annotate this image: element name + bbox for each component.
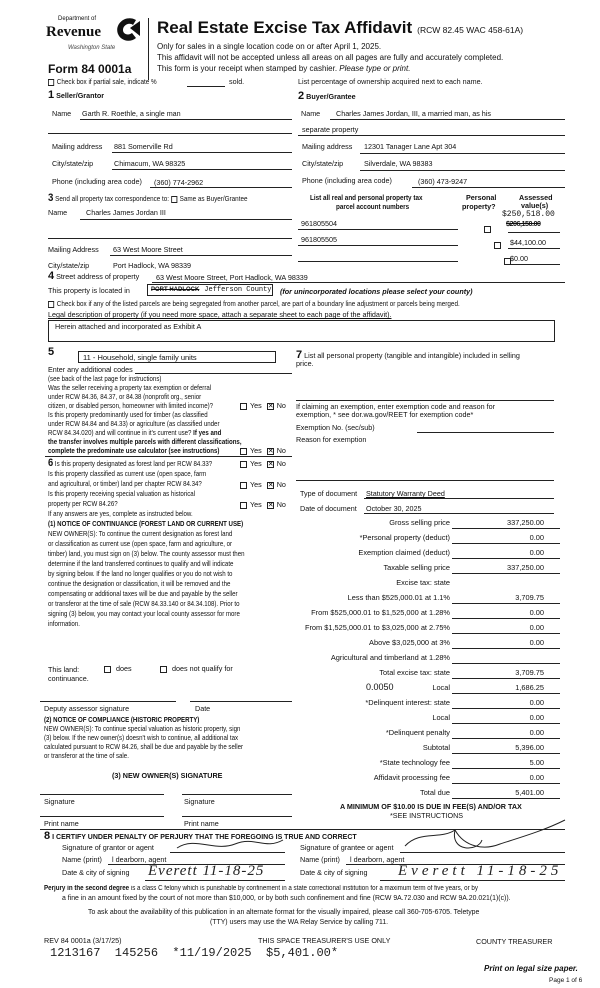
- logo-state-text: Washington State: [68, 45, 116, 51]
- section-number: 8: [44, 830, 51, 842]
- tax-row-label: Less than $525,000.01 at 1.1%: [347, 593, 450, 602]
- grantor-date-label: Date & city of signing: [62, 868, 130, 877]
- tax-row-line: [452, 738, 560, 739]
- no-checkbox[interactable]: ✕: [267, 501, 274, 509]
- notice1-text: timber) land, you must sign on (3) below. The county assessor must then: [48, 549, 245, 558]
- page-number: Page 1 of 6: [549, 977, 583, 984]
- tax-row-line: [452, 633, 560, 634]
- accessibility-line2: (TTY) users may use the WA Relay Service by calling 711.: [210, 919, 389, 926]
- tax-row-line: [452, 558, 560, 559]
- does-label: does: [116, 664, 132, 673]
- tax-row-label: *State technology fee: [379, 758, 450, 767]
- doc-type-label: Type of document: [300, 489, 358, 498]
- continuance-label: continuance.: [48, 674, 89, 683]
- seller-mail-line: [112, 152, 292, 153]
- ownership-note: List percentage of ownership acquired next to each name.: [298, 77, 483, 86]
- notice1-text: by signing below. If the land no longer qualifies or you do not wish to: [48, 569, 233, 578]
- yes-checkbox[interactable]: [240, 482, 247, 489]
- located-value: Jefferson County: [204, 286, 272, 294]
- no-label: No: [276, 480, 286, 489]
- tax-row-label: Local: [432, 683, 450, 692]
- assessed-header2: value(s): [521, 201, 549, 210]
- owner-print-line2[interactable]: [182, 816, 292, 817]
- notice1-text: compensating or additional taxes will be due and payable by the seller: [48, 589, 238, 598]
- property-code-select[interactable]: [78, 351, 276, 363]
- reason-label: Reason for exemption: [296, 435, 367, 444]
- seller-name-line2: [48, 133, 292, 134]
- parcel-number-line: [298, 245, 458, 246]
- personal-property-checkbox[interactable]: [484, 226, 491, 233]
- tax-row-label: Excise tax: state: [396, 578, 450, 587]
- no-checkbox[interactable]: ✕: [267, 447, 274, 455]
- exemption-question: citizen, or disabled person, homeowner with limited income)?: [48, 401, 214, 410]
- tax-row-label: Taxable selling price: [383, 563, 450, 572]
- legal-paper-note: Print on legal size paper.: [484, 964, 578, 973]
- yes-no-row: [240, 446, 286, 455]
- tax-row-value[interactable]: 0.00: [529, 698, 544, 707]
- grantee-date-line: [380, 880, 565, 881]
- notice1-text: determine if the land transferred continues to qualify and will indicate: [48, 559, 234, 568]
- tax-row-value[interactable]: 1,686.25: [515, 683, 544, 692]
- parcel-number-field[interactable]: 961805504: [301, 219, 337, 228]
- legal-label: Legal description of property (if you need more space, attach a separate sheet to each page of the affidavit).: [48, 310, 392, 319]
- partial-sale-checkbox[interactable]: [48, 79, 54, 86]
- tax-row-value[interactable]: 0.00: [529, 638, 544, 647]
- no-checkbox[interactable]: ✕: [267, 460, 274, 468]
- notice2-text: NEW OWNER(S): To continue special valuation as historic property, sign: [44, 724, 241, 733]
- yes-checkbox[interactable]: [240, 403, 247, 410]
- grantee-name-field[interactable]: l dearborn, agent: [350, 855, 405, 864]
- notice1-text: or transferor at the time of sale (RCW 84.33.140 or 84.34.108). Prior to: [48, 599, 240, 608]
- personal-property-line[interactable]: [296, 400, 554, 401]
- seller-mail-field[interactable]: 881 Somerville Rd: [114, 142, 173, 151]
- legal-description-box[interactable]: [48, 320, 555, 342]
- grantor-date-line: [145, 880, 285, 881]
- yes-label: Yes: [250, 480, 262, 489]
- owner-sig-line2[interactable]: [182, 794, 292, 795]
- buyer-city-line: [360, 170, 565, 171]
- seller-phone-label: Phone (including area code): [52, 177, 142, 186]
- does-not-checkbox[interactable]: [160, 666, 167, 673]
- partial-sale-row: [48, 77, 157, 86]
- corr-name-line2: [48, 238, 292, 239]
- historic-question: Is this property receiving special valuation as historical: [48, 489, 196, 498]
- same-as-buyer-label: Same as Buyer/Grantee: [179, 194, 248, 203]
- tax-row-line: [452, 708, 560, 709]
- does-checkbox[interactable]: [104, 666, 111, 673]
- timber-question-bold: If yes and: [193, 428, 222, 437]
- tax-row-label: Gross selling price: [389, 518, 450, 527]
- corr-mail-line: [110, 255, 292, 256]
- personal-header2: property?: [462, 202, 496, 211]
- tax-row-label: *Delinquent penalty: [385, 728, 450, 737]
- segregate-checkbox[interactable]: [48, 301, 54, 308]
- header-line3: [157, 64, 410, 73]
- buyer-name-label: Name: [301, 109, 321, 118]
- signature-label: Signature: [184, 797, 215, 806]
- doc-date-field[interactable]: October 30, 2025: [366, 504, 422, 513]
- buyer-heading: [298, 90, 356, 102]
- seller-city-field[interactable]: Chimacum, WA 98325: [114, 159, 186, 168]
- timber-question-bold: complete the predominate use calculator (see instructions): [48, 446, 220, 455]
- current-use-question: Is this property classified as current use (open space, farm: [48, 469, 207, 478]
- located-struck-text: PORT HADLOCK: [151, 287, 200, 293]
- owner-print-line1[interactable]: [40, 816, 164, 817]
- no-label: No: [276, 500, 286, 509]
- notice2-title: (2) NOTICE OF COMPLIANCE (HISTORIC PROPERTY): [44, 715, 200, 724]
- parcels-header1: List all real and personal property tax: [310, 193, 423, 202]
- yes-label: Yes: [250, 446, 262, 455]
- section7-label2: price.: [296, 359, 314, 368]
- tax-row-label: Local: [432, 713, 450, 722]
- this-land-label: This land:: [48, 665, 80, 674]
- street-line: [152, 282, 565, 283]
- corr-mail-field[interactable]: 63 West Moore Street: [113, 245, 183, 254]
- deputy-date-line[interactable]: [190, 701, 292, 702]
- this-land-row: [48, 665, 89, 683]
- if-any-note: If any answers are yes, complete as instructed below.: [48, 509, 193, 518]
- reason-field[interactable]: [296, 480, 554, 481]
- notice2: [44, 715, 278, 760]
- tax-row-line: [452, 543, 560, 544]
- tax-row-value[interactable]: 5,401.00: [515, 788, 544, 797]
- treasurer-use-label: THIS SPACE TREASURER'S USE ONLY: [258, 936, 391, 945]
- notice1-text: NEW OWNER(S): To continue the current designation as forest land: [48, 529, 233, 538]
- yes-no-row: [240, 480, 286, 489]
- tax-row-line: [452, 798, 560, 799]
- buyer-mail-line: [360, 153, 565, 154]
- section-number: 6: [48, 457, 54, 469]
- header-divider: [148, 18, 149, 80]
- seller-name-line: [80, 119, 292, 120]
- buyer-mail-field[interactable]: 12301 Tanager Lane Apt 304: [364, 142, 457, 151]
- partial-percent-field[interactable]: [187, 86, 225, 87]
- notice1-text: or classification as current use (open space, farm and agriculture, or: [48, 539, 233, 548]
- tax-row-label: Total excise tax: state: [379, 668, 450, 677]
- assessed-struck-value: $206,150.00: [506, 219, 541, 228]
- section-number: 3: [48, 192, 54, 204]
- doc-type-line: [364, 498, 554, 499]
- grantee-sig-line[interactable]: [400, 852, 565, 853]
- current-use-question: and agricultural, or timber) land per chapter RCW 84.34?: [48, 479, 202, 488]
- grantor-date-field[interactable]: Everett 11-18-25: [148, 863, 265, 879]
- yes-no-row: [240, 500, 286, 509]
- form-title: Real Estate Excise Tax Affidavit: [157, 18, 413, 37]
- tax-row-value[interactable]: 0.00: [529, 548, 544, 557]
- notice3-title: (3) NEW OWNER(S) SIGNATURE: [112, 771, 223, 780]
- section-title: Seller/Grantor: [56, 91, 105, 100]
- same-as-buyer-checkbox[interactable]: [171, 196, 177, 203]
- section5-questions: [48, 374, 276, 455]
- tax-row-label: *Personal property (deduct): [359, 533, 450, 542]
- exemption-note1: If claiming an exemption, enter exemption code and reason for: [296, 402, 495, 411]
- tax-row-line: [452, 768, 560, 769]
- tax-row-value[interactable]: 0.00: [529, 713, 544, 722]
- forest-question: [48, 458, 245, 469]
- exemption-no-label: Exemption No. (sec/sub): [296, 423, 375, 432]
- seller-city-label: City/state/zip: [52, 159, 94, 168]
- header-line3-italic: Please type or print.: [339, 64, 411, 73]
- buyer-name-field2[interactable]: separate property: [302, 125, 359, 134]
- tax-row-label: Subtotal: [422, 743, 450, 752]
- legal-text: Herein attached and incorporated as Exhibit A: [55, 322, 202, 331]
- seller-name-label: Name: [52, 109, 72, 118]
- minimum-due-note: A MINIMUM OF $10.00 IS DUE IN FEE(S) AND/OR TAX: [340, 802, 522, 811]
- yes-label: Yes: [250, 459, 262, 468]
- doc-date-line: [364, 513, 554, 514]
- assessed-value-field[interactable]: $0.00: [510, 254, 528, 263]
- partial-sale-label: Check box if partial sale, indicate %: [56, 77, 157, 86]
- parcel-number-field[interactable]: 961805505: [301, 235, 337, 244]
- deputy-date-label: Date: [195, 704, 211, 713]
- form-number: Form 84 0001a: [48, 62, 132, 76]
- see-back-note: (see back of the last page for instructions): [48, 374, 162, 383]
- tax-row-line: [452, 753, 560, 754]
- does-option: [104, 664, 132, 673]
- segregate-label: Check box if any of the listed parcels are being segregated from another parcel, are part of a boundary line adjustment or parcels being merged.: [56, 299, 460, 308]
- does-not-option: [160, 664, 233, 673]
- tax-row-value[interactable]: 5,396.00: [515, 743, 544, 752]
- notice2-text: (3) below. If the new owner(s) doesn't wish to continue, all additional tax: [44, 733, 239, 742]
- doc-type-field[interactable]: Statutory Warranty Deed: [366, 489, 445, 498]
- street-label: Street address of property: [56, 272, 140, 281]
- doc-date-label: Date of document: [300, 504, 357, 513]
- buyer-name-line2: [298, 135, 565, 136]
- yes-label: Yes: [250, 500, 262, 509]
- section-number: 4: [48, 270, 55, 282]
- segregate-row: [48, 299, 460, 308]
- corr-city-label: City/state/zip: [48, 261, 90, 270]
- no-label: No: [276, 446, 286, 455]
- street-row: [48, 270, 139, 282]
- county-treasurer-label: COUNTY TREASURER: [476, 937, 553, 946]
- certify-text: I CERTIFY UNDER PENALTY OF PERJURY THAT THE FOREGOING IS TRUE AND CORRECT: [52, 834, 357, 841]
- property-code-value: 11 - Household, single family units: [83, 353, 197, 362]
- accessibility-line1: To ask about the availability of this publication in an alternate format for the visually impaired, please call 360-705-6705. Teletype: [88, 909, 480, 916]
- buyer-phone-field[interactable]: (360) 473-9247: [418, 177, 468, 186]
- section-number: 2: [298, 90, 305, 102]
- perjury-bold: Perjury in the second degree: [44, 885, 130, 892]
- timber-question: Is this property predominantly used for timber (as classified: [48, 410, 208, 419]
- does-not-label: does not qualify for: [172, 664, 233, 673]
- grantee-date-field[interactable]: Everett 11-18-25: [398, 863, 563, 879]
- treasurer-receipt-stamp: 1213167 145256 *11/19/2025 $5,401.00*: [50, 946, 339, 960]
- perjury-text1: is a class C felony which is punishable by confinement in a state correctional institution for a maximum term of five years, or by: [129, 885, 478, 892]
- tax-row-value[interactable]: 0.00: [529, 728, 544, 737]
- form-rcw: (RCW 82.45 WAC 458-61A): [417, 25, 524, 35]
- tax-row-value[interactable]: 337,250.00: [507, 563, 544, 572]
- owner-sig-line1[interactable]: [40, 794, 164, 795]
- title-row: [157, 18, 523, 38]
- tax-row-line: [452, 678, 560, 679]
- tax-row-label: From $525,000.01 to $1,525,000 at 1.28%: [311, 608, 450, 617]
- perjury-line2: a fine in an amount fixed by the court of not more than $10,000, or by both such confinement and fine (RCW 9A.72.030 and RCW 9A.20.021(1)(c)).: [62, 895, 511, 902]
- assessed-value-line: [508, 264, 560, 265]
- section-number: 1: [48, 89, 55, 101]
- corr-name-label: Name: [48, 208, 68, 217]
- exemption-question: Was the seller receiving a property tax exemption or deferral: [48, 383, 212, 392]
- exemption-no-field[interactable]: [417, 432, 554, 433]
- tax-row-value[interactable]: 0.00: [529, 533, 544, 542]
- header-line2: This affidavit will not be accepted unless all areas on all pages are fully and accurately completed.: [157, 53, 504, 62]
- corr-mail-label: Mailing Address: [48, 245, 99, 254]
- tax-row-label: *Delinquent interest: state: [365, 698, 450, 707]
- print-name-label: Print name: [184, 819, 219, 828]
- tax-row-label: From $1,525,000.01 to $3,025,000 at 2.75%: [304, 623, 450, 632]
- yes-checkbox[interactable]: [240, 502, 247, 509]
- tax-row-value[interactable]: 0.00: [529, 623, 544, 632]
- street-field[interactable]: 63 West Moore Street, Port Hadlock, WA 98339: [156, 273, 308, 282]
- buyer-phone-line: [412, 187, 565, 188]
- timber-question: [48, 428, 242, 437]
- located-select[interactable]: [147, 284, 273, 296]
- assessed-header1: Assessed: [519, 193, 553, 202]
- grantor-sig-label: Signature of grantor or agent: [62, 843, 154, 852]
- no-label: No: [276, 401, 286, 410]
- notice1-text: continue the designation or classification, it will be removed and the: [48, 579, 231, 588]
- seller-mail-label: Mailing address: [52, 142, 103, 151]
- yes-label: Yes: [250, 401, 262, 410]
- no-checkbox[interactable]: ✕: [267, 481, 274, 489]
- section-number: 7: [296, 349, 303, 361]
- buyer-mail-label: Mailing address: [302, 142, 353, 151]
- see-instructions: *SEE INSTRUCTIONS: [390, 811, 464, 820]
- tax-row-line: [452, 693, 560, 694]
- parcels-header2: parcel account numbers: [336, 202, 410, 211]
- section7-heading: [296, 351, 520, 368]
- section-title: Buyer/Grantee: [306, 92, 356, 101]
- buyer-city-label: City/state/zip: [302, 159, 344, 168]
- tax-row-value[interactable]: 0.00: [529, 608, 544, 617]
- timber-question-bold: the transfer involves multiple parcels with different classifications,: [48, 437, 242, 446]
- seller-heading: [48, 89, 104, 101]
- historic-question: property per RCW 84.26?: [48, 499, 118, 508]
- correspondence-heading: [48, 192, 247, 204]
- tax-row-label: Total due: [420, 788, 450, 797]
- tax-row-value[interactable]: 5.00: [529, 758, 544, 767]
- tax-row-line: [452, 723, 560, 724]
- tax-row-label: Exemption claimed (deduct): [358, 548, 450, 557]
- no-label: No: [276, 459, 286, 468]
- deputy-label: Deputy assessor signature: [44, 704, 130, 713]
- assessed-value-line: [508, 232, 560, 233]
- assessed-value-line: [508, 248, 560, 249]
- section7-label: List all personal property (tangible and intangible) included in selling: [304, 351, 520, 360]
- seller-phone-field[interactable]: (360) 774-2962: [154, 178, 204, 187]
- seller-phone-line: [150, 187, 292, 188]
- yes-no-row: [240, 459, 286, 468]
- form-revision: REV 84 0001a (3/17/25): [44, 936, 122, 945]
- partial-sold-label: sold.: [229, 77, 245, 86]
- tax-row-line: [452, 663, 560, 664]
- notice2-text: or transferor at the time of sale.: [44, 751, 129, 760]
- corr-name-line: [80, 219, 292, 220]
- exemption-note: [296, 403, 495, 419]
- seller-name-field[interactable]: Garth R. Roethle, a single man: [82, 109, 181, 118]
- personal-property-checkbox[interactable]: [494, 242, 501, 249]
- forest-question-text: Is this property designated as forest land per RCW 84.33?: [53, 459, 213, 468]
- grantor-sig-line[interactable]: [170, 852, 285, 853]
- notice1-text: signing (3) below, you may contact your local county assessor for more: [48, 609, 240, 618]
- assessed-value-field[interactable]: $44,100.00: [510, 238, 546, 247]
- deputy-sig-line[interactable]: [40, 701, 176, 702]
- tax-row-value[interactable]: 3,709.75: [515, 593, 544, 602]
- tax-row-line: [452, 603, 560, 604]
- yes-no-row: [240, 401, 286, 410]
- grantee-sig-label: Signature of grantee or agent: [300, 843, 394, 852]
- unincorporated-note: (for unincorporated locations please select your county): [280, 287, 473, 296]
- tax-row-value[interactable]: 337,250.00: [507, 518, 544, 527]
- yes-checkbox[interactable]: [240, 461, 247, 468]
- grantee-date-label: Date & city of signing: [300, 868, 368, 877]
- grantor-name-label: Name (print): [62, 855, 102, 864]
- logo-revenue-text: Revenue: [46, 24, 101, 40]
- tax-row-line: [452, 783, 560, 784]
- parcel-number-line: [298, 229, 458, 230]
- located-label: This property is located in: [48, 286, 130, 295]
- notice2-text: calculated pursuant to RCW 84.26, shall be due and payable by the seller: [44, 742, 244, 751]
- grantee-signature: [400, 812, 570, 854]
- buyer-city-field[interactable]: Silverdale, WA 98383: [364, 159, 433, 168]
- tax-row-line: [452, 618, 560, 619]
- perjury-line1: [44, 885, 478, 892]
- tax-row-line: [452, 528, 560, 529]
- section-number: 5: [48, 346, 55, 358]
- local-rate: 0.0050: [366, 682, 394, 692]
- notice1-title: (1) NOTICE OF CONTINUANCE (FOREST LAND OR CURRENT USE): [48, 519, 244, 528]
- tax-row-line: [452, 573, 560, 574]
- timber-question: under RCW 84.84 and 84.33) or agriculture (as classified under: [48, 419, 220, 428]
- corr-name-field[interactable]: Charles James Jordan III: [86, 208, 166, 217]
- grantee-name-label: Name (print): [300, 855, 340, 864]
- tax-row-label: Above $3,025,000 at 3%: [369, 638, 450, 647]
- signature-label: Signature: [44, 797, 75, 806]
- exemption-question: under RCW 84.36, 84.37, or 84.38 (nonprofit org., senior: [48, 392, 202, 401]
- dor-logo: [44, 16, 144, 62]
- section5-divider: [45, 456, 292, 457]
- print-name-label: Print name: [44, 819, 79, 828]
- additional-codes-label: Enter any additional codes: [48, 365, 133, 374]
- correspondence-label: Send all property tax correspondence to:: [55, 194, 170, 203]
- grantor-name-field[interactable]: l dearborn, agent: [112, 855, 167, 864]
- notice1-text: information.: [48, 619, 80, 628]
- dor-swirl-icon: [112, 16, 142, 44]
- seller-city-line: [112, 169, 292, 170]
- buyer-name-line: [330, 119, 565, 120]
- header-line1: Only for sales in a single location code on or after April 1, 2025.: [157, 42, 382, 51]
- exemption-note2: exemption, * see dor.wa.gov/REET for exemption code*: [296, 410, 474, 419]
- header-line3-text: This form is your receipt when stamped by cashier.: [157, 64, 340, 73]
- tax-row-label: Affidavit processing fee: [373, 773, 450, 782]
- buyer-phone-label: Phone (including area code): [302, 176, 392, 185]
- personal-header1: Personal: [466, 193, 497, 202]
- parcel-number-line: [298, 261, 458, 262]
- logo-dept-text: Department of: [58, 16, 97, 22]
- tax-row-value[interactable]: 3,709.75: [515, 668, 544, 677]
- tax-row-line: [452, 648, 560, 649]
- grantor-signature: [175, 834, 285, 854]
- corr-city-field[interactable]: Port Hadlock, WA 98339: [113, 261, 192, 270]
- assessed-typed-value: $250,518.00: [502, 210, 555, 219]
- tax-row-label: Agricultural and timberland at 1.28%: [330, 653, 450, 662]
- yes-checkbox[interactable]: [240, 448, 247, 455]
- no-checkbox[interactable]: ✕: [267, 402, 274, 410]
- buyer-name-field[interactable]: Charles James Jordan, III, a married man, as his: [336, 109, 491, 118]
- timber-question-text: RCW 84.34.020) and will continue in it's current use?: [48, 428, 194, 437]
- tax-row-value[interactable]: 0.00: [529, 773, 544, 782]
